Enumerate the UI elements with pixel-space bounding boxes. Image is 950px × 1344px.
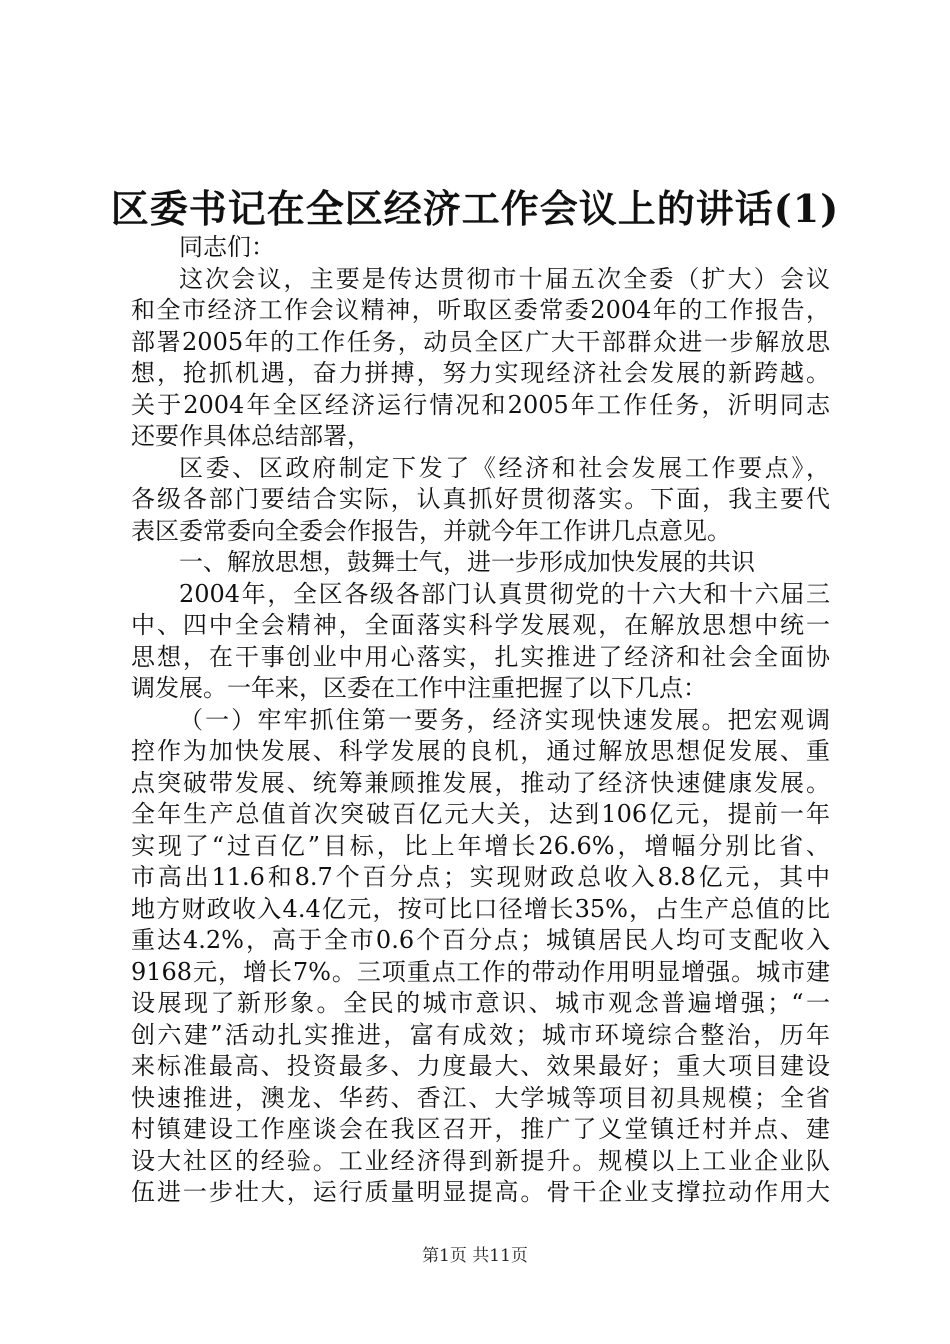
body-line: 9168元，增长7%。三项重点工作的带动作用明显增强。城市建 [131, 957, 830, 986]
body-line: 控作为加快发展、科学发展的良机，通过解放思想促发展、重 [131, 737, 830, 765]
body-line: 2004年，全区各级各部门认真贯彻党的十六大和十六届三 [179, 579, 830, 608]
body-line: 部署2005年的工作任务，动员全区广大干部群众进一步解放思 [131, 327, 830, 356]
body-line: 实现了“过百亿”目标，比上年增长26.6%，增幅分别比省、 [131, 831, 830, 860]
body-line: 这次会议，主要是传达贯彻市十届五次全委（扩大）会议 [179, 264, 830, 293]
body-line: 关于2004年全区经济运行情况和2005年工作任务，沂明同志 [131, 390, 830, 419]
document-title: 区委书记在全区经济工作会议上的讲话(1) [110, 186, 840, 231]
body-line: 一、解放思想，鼓舞士气，进一步形成加快发展的共识 [179, 548, 755, 576]
body-line: 市高出11.6和8.7个百分点；实现财政总收入8.8亿元，其中 [131, 863, 830, 891]
body-line: 设展现了新形象。全民的城市意识、城市观念普遍增强；“一 [131, 989, 830, 1017]
body-line: 表区委常委向全委会作报告，并就今年工作讲几点意见。 [131, 516, 731, 545]
body-line: 创六建”活动扎实推进，富有成效；城市环境综合整治，历年 [131, 1020, 830, 1049]
page-number-footer: 第1页 共11页 [422, 1246, 528, 1266]
body-line: 村镇建设工作座谈会在我区召开，推广了义堂镇迁村并点、建 [131, 1115, 830, 1143]
body-line: 重达4.2%，高于全市0.6个百分点；城镇居民人均可支配收入 [131, 926, 830, 954]
body-line: 点突破带发展、统筹兼顾推发展，推动了经济快速健康发展。 [131, 768, 830, 797]
body-line: 设大社区的经验。工业经济得到新提升。规模以上工业企业队 [131, 1146, 830, 1175]
body-line: 调发展。一年来，区委在工作中注重把握了以下几点： [131, 674, 707, 702]
body-line: 还要作具体总结部署， [131, 422, 371, 450]
body-line: 快速推进，澳龙、华药、香江、大学城等项目初具规模；全省 [131, 1083, 830, 1112]
body-line: 伍进一步壮大，运行质量明显提高。骨干企业支撑拉动作用大 [131, 1178, 830, 1206]
body-line: 同志们： [179, 233, 275, 261]
document-body [131, 232, 830, 1209]
body-line: 中、四中全会精神，全面落实科学发展观，在解放思想中统一 [131, 611, 830, 639]
body-line: 思想，在干事创业中用心落实，扎实推进了经济和社会全面协 [131, 642, 830, 671]
body-line: 和全市经济工作会议精神，听取区委常委2004年的工作报告， [131, 296, 830, 324]
body-line: 全年生产总值首次突破百亿元大关，达到106亿元，提前一年 [131, 800, 830, 828]
body-line: 区委、区政府制定下发了《经济和社会发展工作要点》， [179, 453, 830, 482]
body-line: 来标准最高、投资最多、力度最大、效果最好；重大项目建设 [131, 1052, 830, 1080]
body-line: （一）牢牢抓住第一要务，经济实现快速发展。把宏观调 [179, 705, 830, 734]
body-line: 各级各部门要结合实际，认真抓好贯彻落实。下面，我主要代 [131, 485, 830, 513]
body-line: 想，抢抓机遇，奋力拼搏，努力实现经济社会发展的新跨越。 [131, 359, 830, 387]
body-line: 地方财政收入4.4亿元，按可比口径增长35%，占生产总值的比 [131, 894, 830, 923]
